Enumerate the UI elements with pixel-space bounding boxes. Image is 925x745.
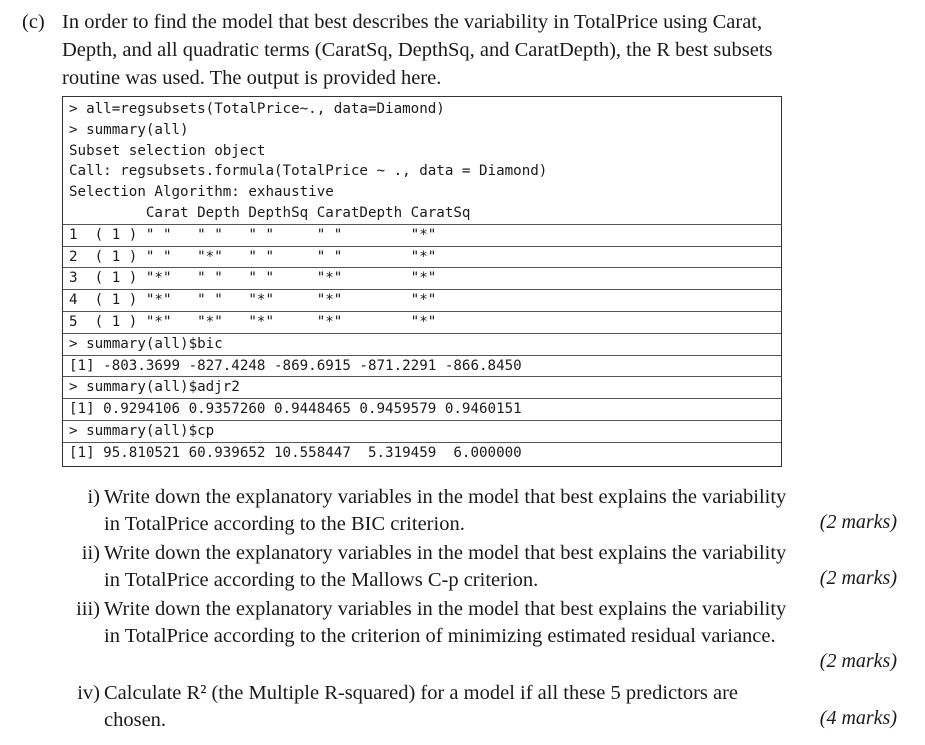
code-line: > summary(all) (69, 121, 189, 138)
table-row: 1 ( 1 ) " " " " " " " " "*" (63, 224, 781, 246)
table-header: Carat Depth DepthSq CaratDepth CaratSq (69, 204, 471, 221)
table-row: 4 ( 1 ) "*" " " "*" "*" "*" (63, 289, 781, 311)
question-number: iv) (77, 682, 100, 704)
code-line: Call: regsubsets.formula(TotalPrice ~ ., data = Diamond) (69, 163, 548, 180)
question-text: Write down the explanatory variables in the model that best explains the variability in TotalPrice according to the Mallows C-p criterion. (104, 542, 787, 591)
code-line: Selection Algorithm: exhaustive (69, 184, 334, 201)
marks-label: (4 marks) (819, 707, 897, 729)
code-line: > summary(all)$bic (63, 333, 781, 355)
bic-output: [1] -803.3699 -827.4248 -869.6915 -871.2291 -866.8450 (63, 355, 781, 377)
marks-label: (2 marks) (819, 650, 897, 672)
code-line: > summary(all)$adjr2 (63, 376, 781, 398)
marks-label: (2 marks) (819, 511, 897, 533)
marks-label: (2 marks) (819, 567, 897, 589)
part-label: (c) (22, 11, 45, 33)
question-number: iii) (76, 598, 100, 620)
table-row: 2 ( 1 ) " " "*" " " " " "*" (63, 246, 781, 268)
code-line: > all=regsubsets(TotalPrice~., data=Diamond) (69, 101, 445, 117)
question-text: Write down the explanatory variables in the model that best explains the variability in TotalPrice according to the BIC criterion. (104, 486, 787, 535)
question-text: Calculate R² (the Multiple R-squared) for a model if all these 5 predictors are chosen. (104, 682, 739, 731)
question-number: ii) (81, 542, 100, 564)
table-row: 3 ( 1 ) "*" " " " " "*" "*" (63, 267, 781, 289)
r-output-box (62, 96, 782, 467)
adjr2-output: [1] 0.9294106 0.9357260 0.9448465 0.9459579 0.9460151 (63, 398, 781, 420)
intro-text: In order to find the model that best describes the variability in TotalPrice using Carat, Depth, and all quadratic terms (CaratSq, DepthSq, and CaratDepth), the R best subsets routine was used. The output is provided here. (62, 11, 773, 89)
code-line: Subset selection object (69, 142, 266, 159)
code-line: > summary(all)$cp (63, 420, 781, 442)
table-row: 5 ( 1 ) "*" "*" "*" "*" "*" (63, 311, 781, 333)
cp-output: [1] 95.810521 60.939652 10.558447 5.319459 6.000000 (63, 442, 781, 464)
question-text: Write down the explanatory variables in the model that best explains the variability in TotalPrice according to the criterion of minimizing estimated residual variance. (104, 598, 787, 647)
question-number: i) (87, 486, 100, 508)
